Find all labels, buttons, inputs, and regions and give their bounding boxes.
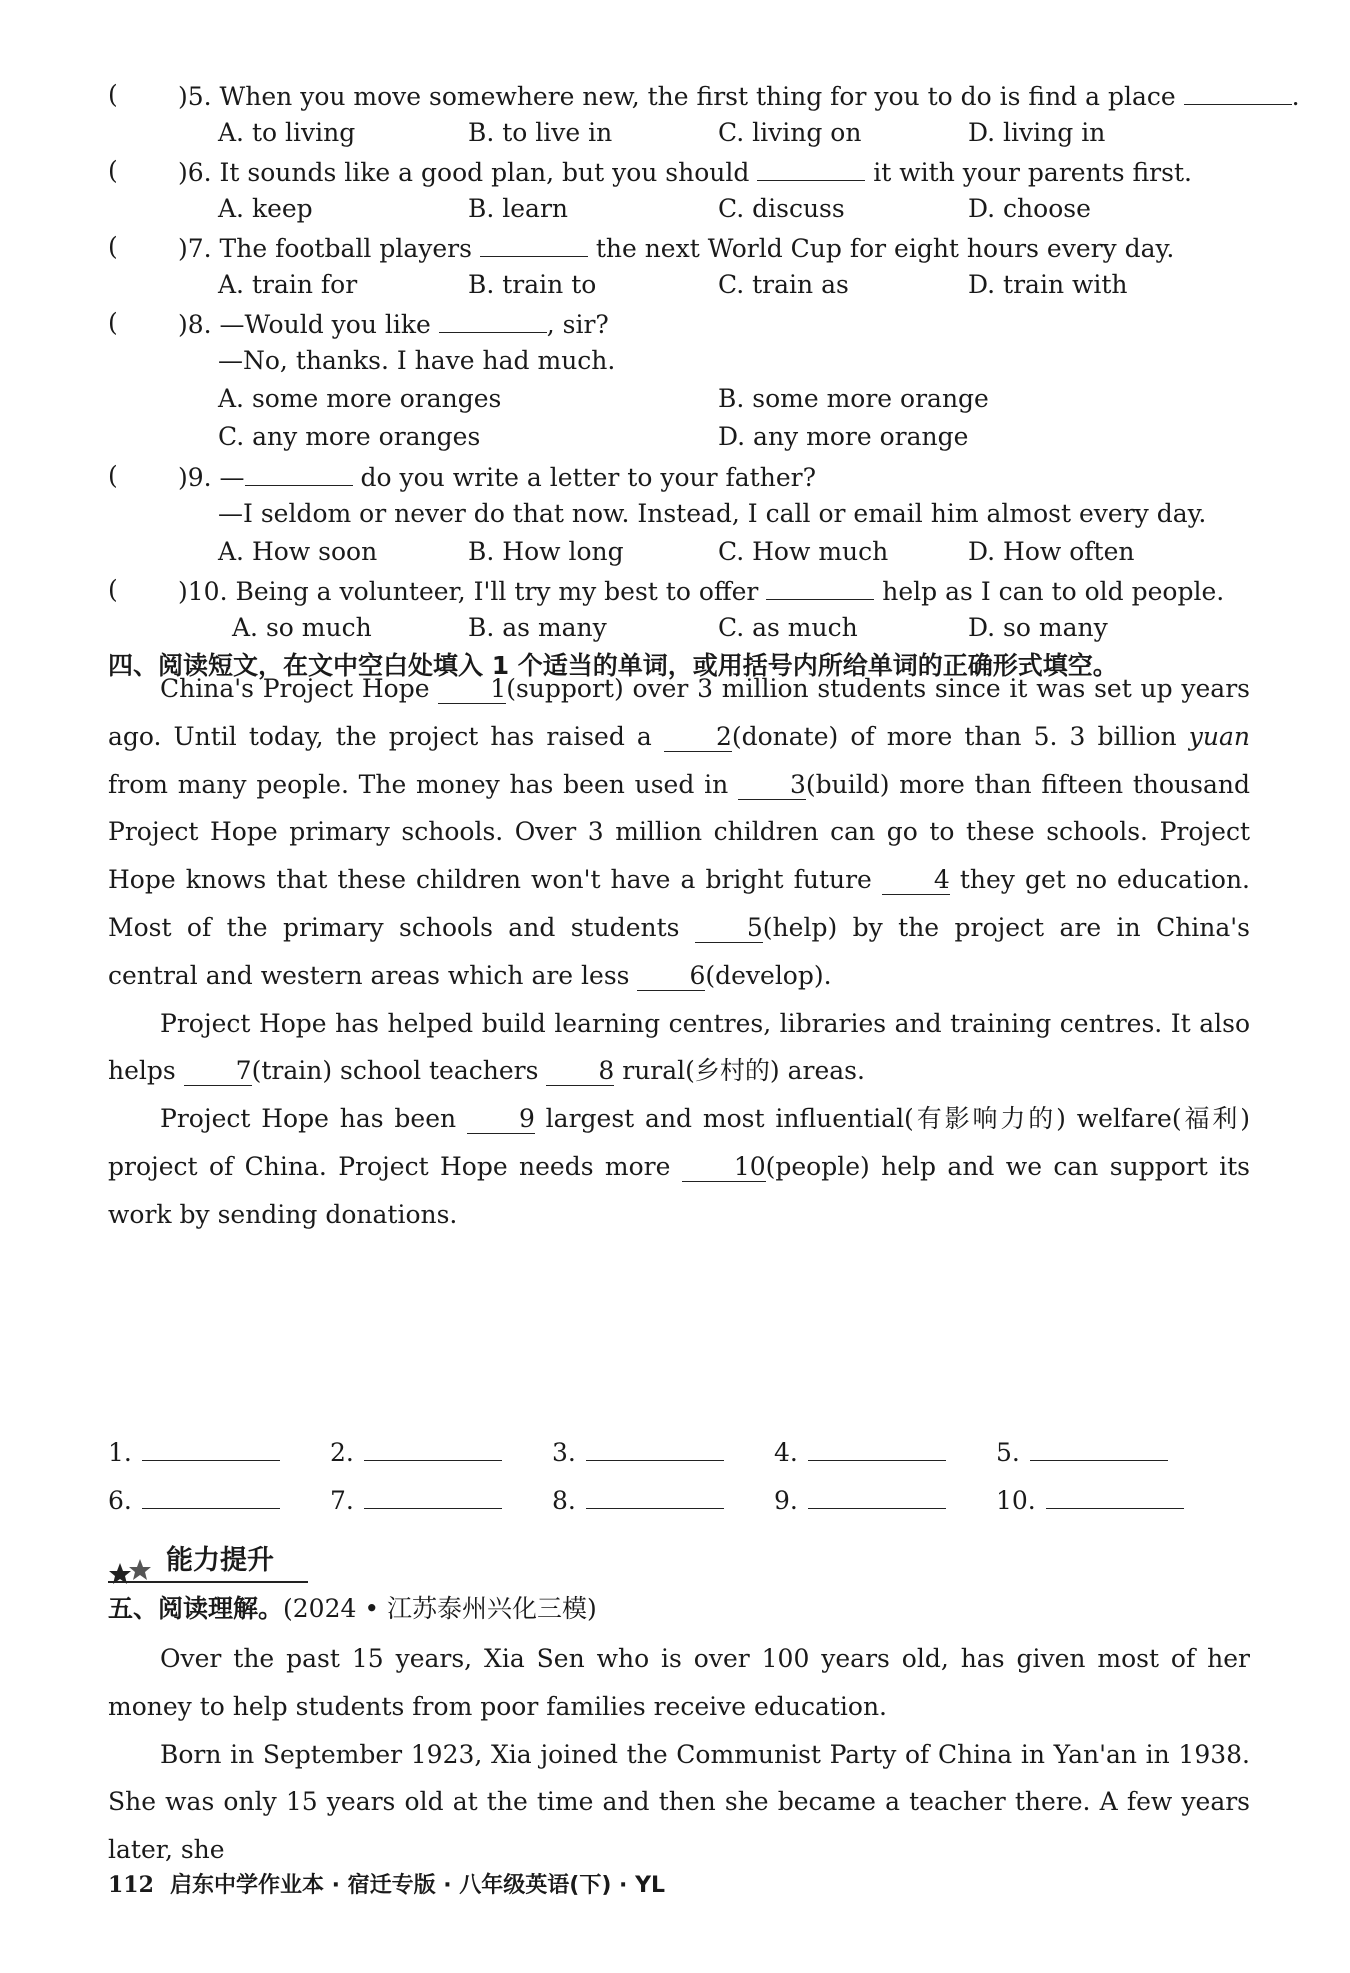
ability-title: 能力提升	[166, 1545, 274, 1576]
option-c[interactable]: C. living on	[718, 118, 862, 147]
answer-paren[interactable]: (	[108, 461, 118, 490]
answer-paren[interactable]: (	[108, 156, 118, 185]
answer-paren[interactable]: (	[108, 80, 118, 109]
answer-line-4[interactable]: 4.	[774, 1434, 946, 1470]
passage-paragraph-2: Project Hope has helped build learning centres, libraries and training centres. It also helps 7(train) school teachers 8 rural(乡村的) areas.	[108, 1008, 1250, 1086]
option-d[interactable]: D. any more orange	[718, 422, 969, 451]
fill-blank[interactable]	[245, 459, 353, 486]
numbered-blank[interactable]: 8	[546, 1057, 614, 1086]
numbered-blank[interactable]: 2	[664, 723, 732, 752]
numbered-blank[interactable]: 4	[882, 866, 950, 895]
answer-paren[interactable]: (	[108, 575, 118, 604]
option-b[interactable]: B. How long	[468, 537, 624, 566]
source-note: (2024 • 江苏泰州兴化三模)	[283, 1594, 597, 1623]
answer-line-7[interactable]: 7.	[330, 1482, 502, 1518]
option-a[interactable]: A. keep	[218, 194, 313, 223]
reading-paragraph-1: Over the past 15 years, Xia Sen who is over 100 years old, has given most of her money to help students from poor families receive education.	[108, 1644, 1250, 1721]
option-d[interactable]: D. choose	[968, 194, 1091, 223]
option-b[interactable]: B. as many	[468, 613, 607, 642]
answer-paren[interactable]: (	[108, 308, 118, 337]
answer-line-5[interactable]: 5.	[996, 1434, 1168, 1470]
option-b[interactable]: B. train to	[468, 270, 597, 299]
option-a[interactable]: A. to living	[218, 118, 356, 147]
section-5-passage	[108, 1635, 1250, 1874]
option-c[interactable]: C. any more oranges	[218, 422, 481, 451]
option-a[interactable]: A. How soon	[218, 537, 378, 566]
option-d[interactable]: D. so many	[968, 613, 1108, 642]
option-b[interactable]: B. some more orange	[718, 384, 989, 413]
page-number: 112	[108, 1872, 154, 1898]
answer-line-3[interactable]: 3.	[552, 1434, 724, 1470]
answer-line-1[interactable]: 1.	[108, 1434, 280, 1470]
reading-paragraph-2: Born in September 1923, Xia joined the Communist Party of China in Yan'an in 1938. She was only 15 years old at the time and then she became a teacher there. A few years later, she	[108, 1739, 1250, 1865]
answer-line-2[interactable]: 2.	[330, 1434, 502, 1470]
numbered-blank[interactable]: 10	[682, 1153, 766, 1182]
numbered-blank[interactable]: 7	[184, 1057, 252, 1086]
fill-blank[interactable]	[439, 306, 547, 333]
option-c[interactable]: C. discuss	[718, 194, 845, 223]
option-a[interactable]: A. some more oranges	[218, 384, 502, 413]
question-text: )6. It sounds like a good plan, but you should it with your parents first.	[178, 154, 1192, 190]
fill-blank[interactable]	[757, 154, 865, 181]
option-d[interactable]: D. living in	[968, 118, 1106, 147]
dialogue-reply: —No, thanks. I have had much.	[218, 346, 616, 375]
option-c[interactable]: C. train as	[718, 270, 849, 299]
answer-line-9[interactable]: 9.	[774, 1482, 946, 1518]
numbered-blank[interactable]: 3	[738, 771, 806, 800]
option-d[interactable]: D. train with	[968, 270, 1128, 299]
section-5-heading: 五、阅读理解。(2024 • 江苏泰州兴化三模)	[108, 1594, 597, 1623]
question-text: )9. — do you write a letter to your father?	[178, 459, 816, 495]
page-footer	[108, 1870, 665, 1901]
passage-paragraph-3: Project Hope has been 9 largest and most influential(有影响力的) welfare(福利) project of China. Project Hope needs more 10(people) help and we can support its work by sending donations.	[108, 1104, 1250, 1229]
question-text: )8. —Would you like , sir?	[178, 306, 609, 342]
answer-line-8[interactable]: 8.	[552, 1482, 724, 1518]
answer-line-6[interactable]: 6.	[108, 1482, 280, 1518]
answer-paren[interactable]: (	[108, 232, 118, 261]
option-a[interactable]: A. train for	[218, 270, 358, 299]
question-text: )7. The football players the next World Cup for eight hours every day.	[178, 230, 1174, 266]
option-b[interactable]: B. learn	[468, 194, 569, 223]
answer-line-10[interactable]: 10.	[996, 1482, 1184, 1518]
fill-blank[interactable]	[1184, 78, 1292, 105]
book-title: 启东中学作业本 · 宿迁专版 · 八年级英语(下) · YL	[169, 1873, 666, 1898]
ability-banner	[108, 1543, 308, 1583]
fill-blank[interactable]	[480, 230, 588, 257]
question-text: )5. When you move somewhere new, the first thing for you to do is find a place .	[178, 78, 1300, 114]
passage-paragraph-1: China's Project Hope 1(support) over 3 million students since it was set up years ago. Until today, the project has raised a 2(donate) of more than 5. 3 billion yuan from many people. The money has been used in 3(build) more than fifteen thousand Project Hope primary schools. Over 3 million children can go to these schools. Project Hope knows that these children won't have a bright future 4 they get no education. Most of the primary schools and students 5(help) by the project are in China's central and western areas which are less 6(develop).	[108, 674, 1251, 990]
option-b[interactable]: B. to live in	[468, 118, 613, 147]
dialogue-reply: —I seldom or never do that now. Instead, I call or email him almost every day.	[218, 499, 1207, 528]
option-d[interactable]: D. How often	[968, 537, 1135, 566]
numbered-blank[interactable]: 5	[695, 914, 763, 943]
section-4-passage	[108, 665, 1250, 1239]
stars-icon	[108, 1549, 160, 1585]
fill-blank[interactable]	[766, 573, 874, 600]
section-4-heading: 四、阅读短文，在文中空白处填入 1 个适当的单词，或用括号内所给单词的正确形式填空。	[108, 651, 1118, 680]
numbered-blank[interactable]: 9	[467, 1105, 535, 1134]
divider	[108, 1581, 308, 1583]
question-text: )10. Being a volunteer, I'll try my best to offer help as I can to old people.	[178, 573, 1224, 609]
option-c[interactable]: C. as much	[718, 613, 858, 642]
numbered-blank[interactable]: 1	[438, 675, 506, 704]
option-a[interactable]: A. so much	[232, 613, 372, 642]
option-c[interactable]: C. How much	[718, 537, 889, 566]
numbered-blank[interactable]: 6	[637, 962, 705, 991]
